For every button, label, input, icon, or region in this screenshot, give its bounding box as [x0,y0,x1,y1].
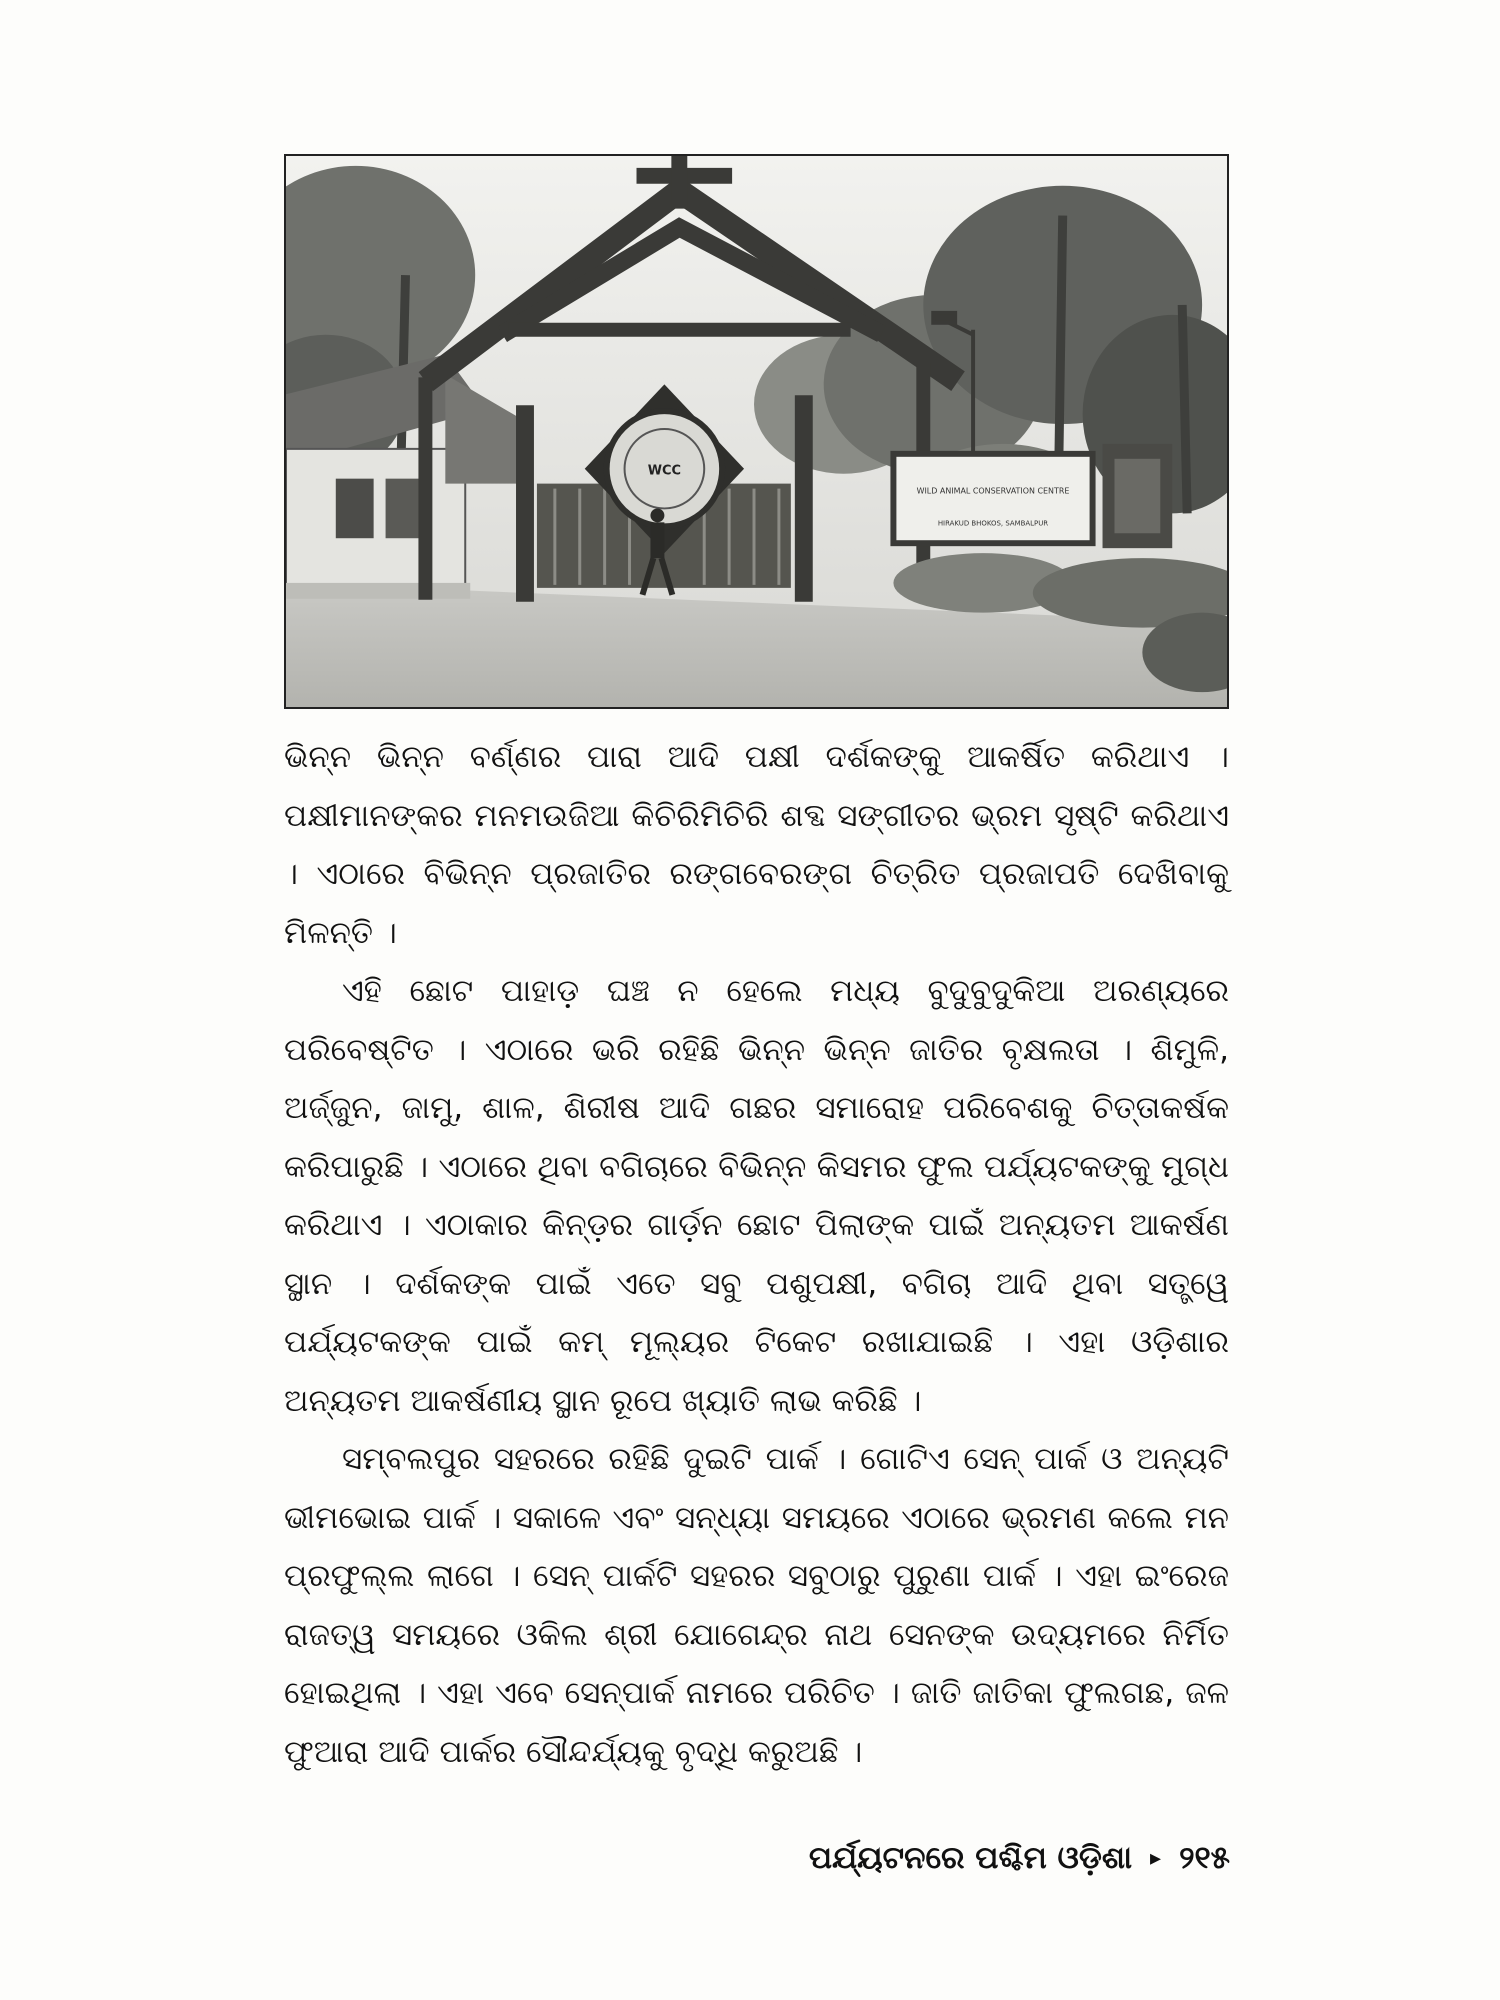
sign-line-2: HIRAKUD BHOKOS, SAMBALPUR [937,519,1049,528]
book-title: ପର୍ଯ୍ୟଟନରେ ପଶ୍ଚିମ ଓଡ଼ିଶା [808,1839,1133,1876]
sign-board [893,444,1172,548]
page-number: ୨୧୫ [1179,1839,1230,1876]
emblem-label: WCC [647,463,682,479]
gate-photo [284,154,1229,709]
page-footer [809,1838,1230,1878]
sign-line-1: WILD ANIMAL CONSERVATION CENTRE [916,486,1070,496]
play-arrow-icon: ▸ [1150,1845,1162,1871]
gate-illustration [286,156,1227,707]
body-text [284,728,1229,1781]
paragraph-2: ଏହି ଛୋଟ ପାହାଡ଼ ଘଞ୍ଚ ନ ହେଲେ ମଧ୍ୟ ବୁଦୁବୁଦୁକିଆ ଅରଣ୍ୟରେ ପରିବେଷ୍ଟିତ । ଏଠାରେ ଭରି ରହିଛି ଭିନ୍ନ ଭିନ୍ନ ଜାତିର ବୃକ୍ଷଲତା । ଶିମୁଳି, ଅର୍ଜ୍ଜୁନ, ଜାମୁ, ଶାଳ, ଶିରୀଷ ଆଦି ଗଛର ସମାରୋହ ପରିବେଶକୁ ଚିତ୍ତାକର୍ଷକ କରିପାରୁଛି । ଏଠାରେ ଥିବା ବଗିଚାରେ ବିଭିନ୍ନ କିସମର ଫୁଲ ପର୍ଯ୍ୟଟକଙ୍କୁ ମୁଗ୍ଧ କରିଥାଏ । ଏଠାକାର କିନ୍‌ଡ଼ର ଗାର୍ଡ଼ନ ଛୋଟ ପିଲାଙ୍କ ପାଇଁ ଅନ୍ୟତମ ଆକର୍ଷଣ ସ୍ଥାନ । ଦର୍ଶକଙ୍କ ପାଇଁ ଏତେ ସବୁ ପଶୁପକ୍ଷୀ, ବଗିଚା ଆଦି ଥିବା ସତ୍ତ୍ୱେ ପର୍ଯ୍ୟଟକଙ୍କ ପାଇଁ କମ୍ ମୂଲ୍ୟର ଟିକେଟ ରଖାଯାଇଛି । ଏହା ଓଡ଼ିଶାର ଅନ୍ୟତମ ଆକର୍ଷଣୀୟ ସ୍ଥାନ ରୂପେ ଖ୍ୟାତି ଲାଭ କରିଛି । [284,973,1229,1419]
paragraph-3: ସମ୍ବଲପୁର ସହରରେ ରହିଛି ଦୁଇଟି ପାର୍କ । ଗୋଟିଏ ସେନ୍ ପାର୍କ ଓ ଅନ୍ୟଟି ଭୀମଭୋଇ ପାର୍କ । ସକାଳେ ଏବଂ ସନ୍ଧ୍ୟା ସମୟରେ ଏଠାରେ ଭ୍ରମଣ କଲେ ମନ ପ୍ରଫୁଲ୍ଲ ଲାଗେ । ସେନ୍ ପାର୍କଟି ସହରର ସବୁଠାରୁ ପୁରୁଣା ପାର୍କ । ଏହା ଇଂରେଜ ରାଜତ୍ୱ ସମୟରେ ଓକିଲ ଶ୍ରୀ ଯୋଗେନ୍ଦ୍ର ନାଥ ସେନଙ୍କ ଉଦ୍ୟମରେ ନିର୍ମିତ ହୋଇଥିଲା । ଏହା ଏବେ ସେନ୍‌ପାର୍କ ନାମରେ ପରିଚିତ । ଜାତି ଜାତିକା ଫୁଲଗଛ, ଜଳ ଫୁଆରା ଆଦି ପାର୍କର ସୌନ୍ଦର୍ଯ୍ୟକୁ ବୃଦ୍ଧି କରୁଅଛି । [284,1441,1229,1770]
paragraph-1: ଭିନ୍ନ ଭିନ୍ନ ବର୍ଣ୍ଣର ପାରା ଆଦି ପକ୍ଷୀ ଦର୍ଶକଙ୍କୁ ଆକର୍ଷିତ କରିଥାଏ । ପକ୍ଷୀମାନଙ୍କର ମନମଉଜିଆ କିଚିରିମିଚିରି ଶବ୍ଦ ସଙ୍ଗୀତର ଭ୍ରମ ସୃଷ୍ଟି କରିଥାଏ । ଏଠାରେ ବିଭିନ୍ନ ପ୍ରଜାତିର ରଙ୍ଗବେରଙ୍ଗ ଚିତ୍ରିତ ପ୍ରଜାପତି ଦେଖିବାକୁ ମିଳନ୍ତି । [284,739,1229,951]
